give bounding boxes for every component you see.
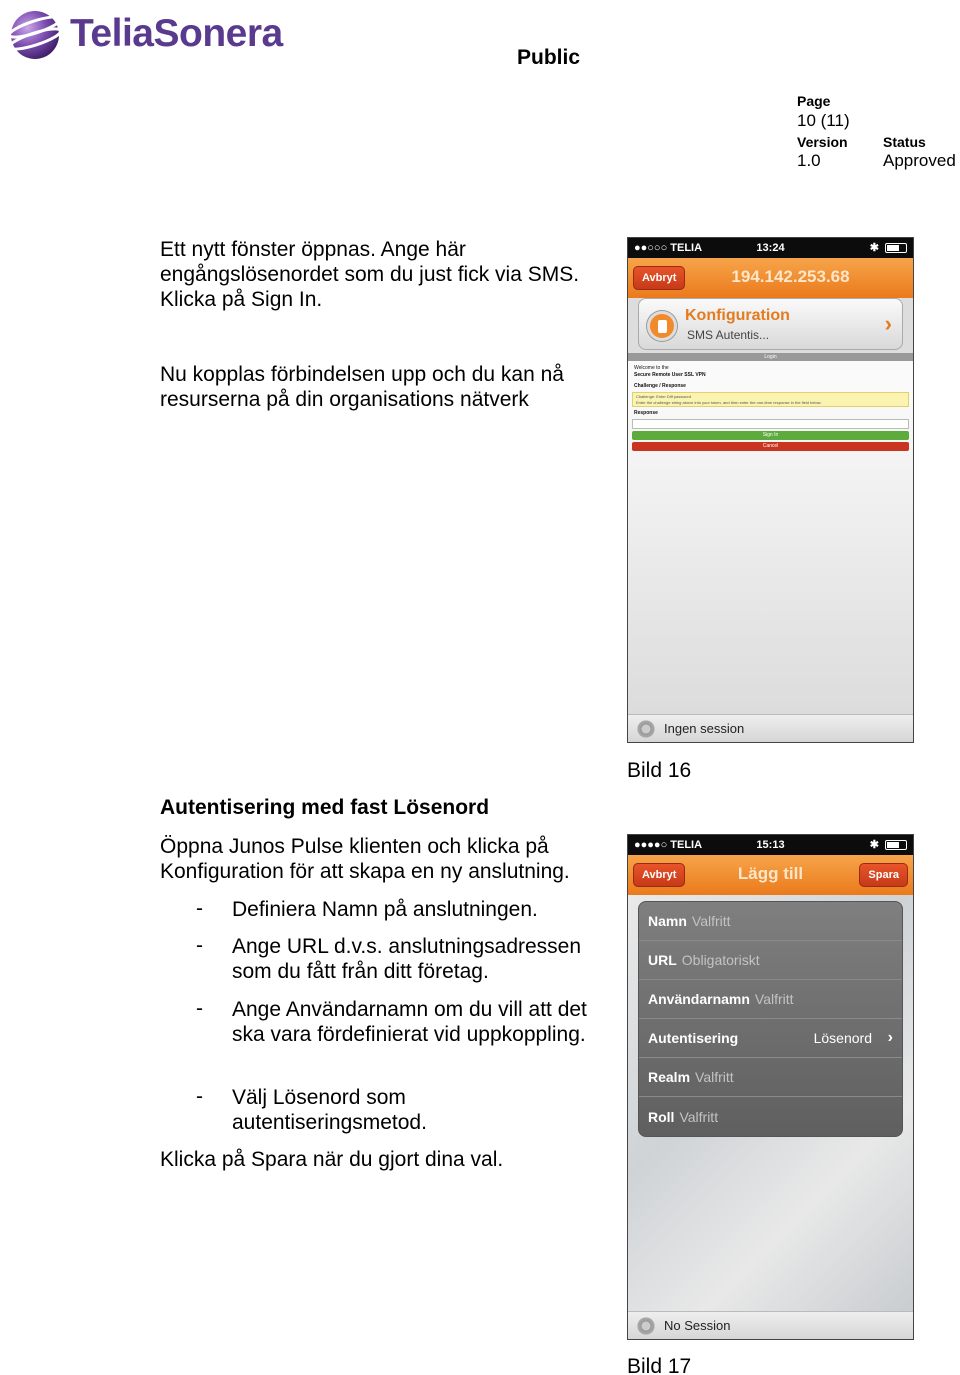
version-value: 1.0 (797, 151, 821, 170)
cancel-button[interactable]: Avbryt (633, 266, 685, 290)
list-dash: - (196, 897, 203, 920)
bluetooth-icon: ✱ (869, 242, 879, 254)
nav-title: Lägg till (737, 864, 804, 883)
field-placeholder: Valfritt (691, 913, 731, 929)
figure-caption-16: Bild 16 (627, 759, 692, 782)
session-status: No Session (664, 1318, 731, 1333)
web-cancel-button[interactable]: Cancel (632, 442, 909, 451)
clock: 13:24 (756, 242, 785, 254)
field-placeholder: Valfritt (695, 1069, 734, 1085)
configuration-title: Konfiguration (685, 307, 790, 324)
session-footer (628, 1311, 913, 1339)
web-login-view (628, 353, 913, 714)
username-field[interactable] (639, 980, 902, 1019)
list-item: Välj Lösenord som autentiseringsmetod. (232, 1086, 427, 1134)
teliasonera-logo (6, 4, 306, 64)
nav-bar (628, 855, 913, 895)
classification-label: Public (517, 46, 581, 69)
status-label: Status (883, 134, 926, 150)
name-field[interactable] (639, 902, 902, 941)
role-field[interactable] (639, 1097, 902, 1136)
list-item: Ange URL d.v.s. anslutningsadressen som du fått från ditt företag. (232, 935, 582, 983)
field-placeholder: Valfritt (754, 991, 794, 1007)
battery-icon (885, 840, 907, 850)
connection-form (638, 901, 903, 1137)
section-outro: Klicka på Spara när du gjort dina val. (160, 1148, 504, 1171)
status-bar (628, 835, 913, 855)
list-item: Definiera Namn på anslutningen. (232, 898, 538, 921)
sign-in-button[interactable]: Sign In (632, 431, 909, 440)
bluetooth-icon: ✱ (869, 839, 879, 851)
screenshot-add-connection (627, 834, 914, 1340)
chevron-right-icon: › (887, 1029, 893, 1046)
save-button[interactable]: Spara (859, 863, 908, 887)
service-name: Secure Remote User SSL VPN (634, 372, 706, 378)
session-status: Ingen session (664, 721, 745, 736)
logo-text: TeliaSonera (70, 12, 283, 55)
section-intro: Öppna Junos Pulse klienten och klicka på Konfiguration för att skapa en ny anslutning. (160, 835, 570, 883)
realm-field[interactable] (639, 1058, 902, 1097)
pulse-logo-icon (636, 1316, 656, 1336)
challenge-help: Enter the challenge string above into your token, and then enter the one-time response in the field below. (636, 400, 822, 405)
challenge-title: Challenge / Response (634, 383, 686, 389)
screenshot-sign-in (627, 237, 914, 743)
session-footer (628, 714, 913, 742)
telia-sphere-icon (6, 5, 64, 63)
field-label: Realm (648, 1069, 691, 1085)
field-placeholder: Valfritt (679, 1108, 719, 1125)
field-label: URL (648, 952, 677, 968)
pulse-logo-icon (636, 719, 656, 739)
field-label: Autentisering (648, 1030, 739, 1046)
list-item: Ange Användarnamn om du vill att det ska vara fördefinierat vid uppkoppling. (232, 998, 587, 1046)
url-field[interactable] (639, 941, 902, 980)
carrier-label: ●●○○○ TELIA (634, 242, 703, 254)
instruction-paragraph-2: Nu kopplas förbindelsen upp och du kan nå resurserna på din organisations nätverk (160, 363, 564, 411)
nav-bar (628, 258, 913, 298)
field-label: Roll (648, 1108, 675, 1125)
login-bar: Login (628, 353, 913, 361)
list-dash: - (196, 1085, 203, 1108)
list-dash: - (196, 997, 203, 1020)
configuration-card[interactable] (638, 298, 903, 350)
authentication-value: Lösenord (813, 1030, 872, 1046)
field-placeholder: Obligatoriskt (681, 952, 760, 968)
field-label: Namn (648, 913, 687, 929)
field-label: Användarnamn (648, 991, 750, 1007)
status-bar (628, 238, 913, 258)
instruction-paragraph-1: Ett nytt fönster öppnas. Ange här engångslösenordet som du just fick via SMS. Klicka på Sign In. (160, 238, 580, 311)
response-label: Response (634, 410, 658, 416)
chevron-right-icon: › (884, 311, 892, 336)
status-value: Approved (883, 151, 956, 170)
response-input[interactable] (632, 419, 909, 429)
configuration-subtitle: SMS Autentis... (687, 328, 770, 342)
page-value: 10 (11) (797, 111, 850, 130)
welcome-text: Welcome to the (634, 365, 669, 371)
carrier-label: ●●●●○ TELIA (634, 839, 703, 851)
version-label: Version (797, 134, 848, 150)
nav-title: 194.142.253.68 (731, 267, 850, 286)
plug-icon (647, 311, 677, 341)
battery-icon (885, 243, 907, 253)
page-label: Page (797, 93, 831, 109)
challenge-box (632, 392, 909, 407)
clock: 15:13 (756, 839, 785, 851)
section-heading: Autentisering med fast Lösenord (160, 796, 490, 819)
cancel-button[interactable]: Avbryt (633, 863, 685, 887)
figure-caption-17: Bild 17 (627, 1355, 692, 1375)
authentication-selector[interactable] (639, 1019, 902, 1058)
challenge-text: Challenge: Enter Diff password (636, 394, 692, 399)
list-dash: - (196, 934, 203, 957)
